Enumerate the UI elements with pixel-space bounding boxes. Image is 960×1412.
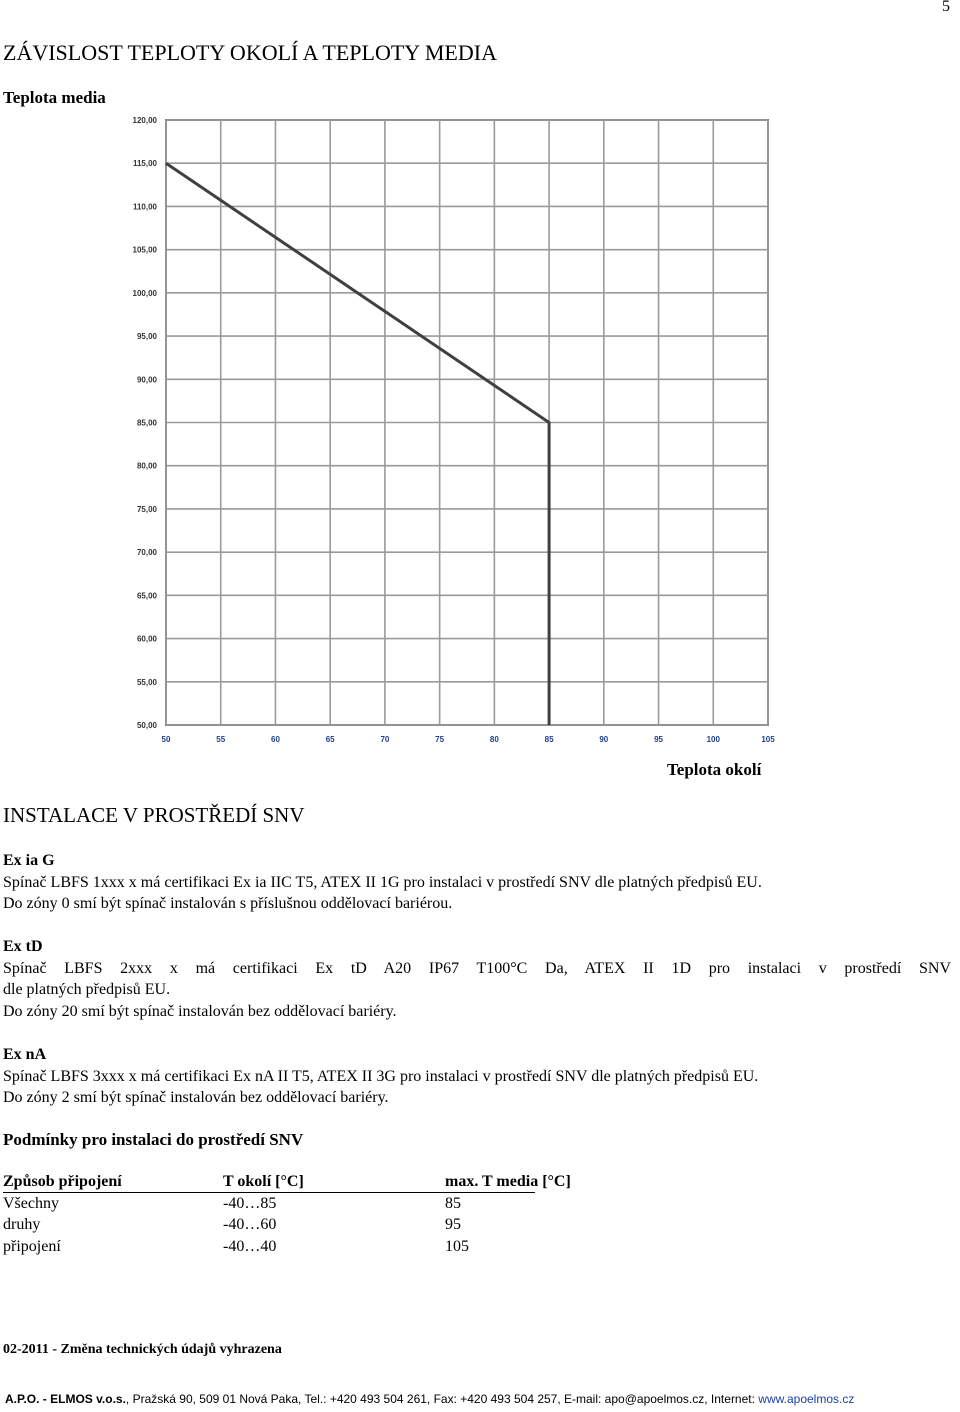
table-cell: -40…40	[223, 1237, 277, 1255]
x-tick-label: 90	[599, 735, 609, 744]
x-tick-label: 75	[435, 735, 445, 744]
section-ex-td-line3: Do zóny 20 smí být spínač instalován bez oddělovací bariéry.	[3, 1002, 397, 1020]
chart-y-title: Teplota media	[3, 88, 106, 107]
y-tick-label: 75,00	[136, 504, 157, 514]
y-tick-label: 80,00	[136, 461, 157, 471]
x-tick-label: 105	[761, 735, 775, 744]
x-tick-label: 70	[380, 735, 390, 744]
section-title: INSTALACE V PROSTŘEDÍ SNV	[3, 803, 305, 827]
section-ex-ia-line1: Spínač LBFS 1xxx x má certifikaci Ex ia IIC T5, ATEX II 1G pro instalaci v prostředí SNV dle platných předpisů EU.	[3, 873, 762, 891]
section-ex-td-title: Ex tD	[3, 938, 43, 955]
table-cell: -40…85	[223, 1194, 277, 1212]
y-tick-label: 100,00	[132, 288, 157, 298]
section-ex-na-line1: Spínač LBFS 3xxx x má certifikaci Ex nA II T5, ATEX II 3G pro instalaci v prostředí SNV dle platných předpisů EU.	[3, 1067, 759, 1085]
section-ex-ia	[3, 850, 951, 915]
table-cell: připojení	[3, 1237, 61, 1255]
section-ex-td	[3, 936, 951, 1022]
y-tick-label: 50,00	[136, 721, 157, 730]
y-tick-label: 110,00	[132, 202, 157, 212]
section-ex-na-title: Ex nA	[3, 1046, 47, 1063]
chart-x-title: Teplota okolí	[667, 760, 762, 779]
footer-contact	[5, 1392, 854, 1406]
footer-web-link[interactable]: www.apoelmos.cz	[758, 1392, 855, 1406]
section-ex-ia-title: Ex ia G	[3, 852, 55, 869]
y-tick-label: 55,00	[136, 677, 157, 687]
y-tick-label: 65,00	[136, 591, 157, 601]
temperature-chart	[0, 108, 800, 748]
x-tick-label: 50	[161, 735, 171, 744]
page-title: ZÁVISLOST TEPLOTY OKOLÍ A TEPLOTY MEDIA	[3, 40, 497, 65]
table-cell: 95	[445, 1216, 461, 1233]
y-tick-label: 70,00	[136, 548, 157, 558]
table-cell: 105	[445, 1237, 469, 1255]
table-header-connection: Způsob připojení	[3, 1173, 122, 1190]
section-ex-td-line2: dle platných předpisů EU.	[3, 981, 171, 998]
table-cell: 85	[445, 1194, 461, 1212]
x-tick-label: 95	[654, 735, 663, 744]
table-header-underline	[3, 1192, 535, 1193]
section-ex-ia-line2: Do zóny 0 smí být spínač instalován s příslušnou oddělovací bariérou.	[3, 895, 453, 912]
y-tick-label: 90,00	[136, 375, 157, 385]
table-header-ambient: T okolí [°C]	[223, 1173, 304, 1190]
table-cell: druhy	[3, 1216, 41, 1233]
x-tick-label: 55	[216, 735, 226, 744]
x-tick-label: 65	[325, 735, 335, 744]
y-tick-label: 95,00	[136, 332, 157, 342]
footer-note: 02-2011 - Změna technických údajů vyhrazena	[3, 1342, 282, 1357]
x-tick-label: 85	[544, 735, 554, 744]
section-ex-na	[3, 1044, 951, 1109]
x-tick-label: 80	[489, 735, 499, 744]
x-tick-label: 60	[271, 735, 280, 744]
y-tick-label: 120,00	[132, 116, 157, 125]
y-tick-label: 85,00	[136, 418, 157, 428]
y-tick-label: 115,00	[132, 159, 157, 169]
section-ex-td-line1: Spínač LBFS 2xxx x má certifikaci Ex tD A20 IP67 T100°C Da, ATEX II 1D pro instalaci v prostředí SNV	[3, 959, 951, 977]
table-cell: -40…60	[223, 1216, 277, 1233]
conditions-title: Podmínky pro instalaci do prostředí SNV	[3, 1130, 304, 1149]
y-tick-label: 105,00	[132, 245, 157, 255]
table-header-media: max. T media [°C]	[445, 1173, 571, 1190]
section-ex-na-line2: Do zóny 2 smí být spínač instalován bez oddělovací bariéry.	[3, 1089, 389, 1106]
table-cell: Všechny	[3, 1194, 59, 1212]
y-tick-label: 60,00	[136, 634, 157, 644]
page-number: 5	[942, 0, 950, 15]
x-tick-label: 100	[706, 735, 720, 744]
footer-address: , Pražská 90, 509 01 Nová Paka, Tel.: +420 493 504 261, Fax: +420 493 504 257, E-mail: apo@apoelmos.cz, Internet:	[125, 1392, 759, 1406]
footer-company: A.P.O. - ELMOS v.o.s.	[5, 1392, 126, 1406]
